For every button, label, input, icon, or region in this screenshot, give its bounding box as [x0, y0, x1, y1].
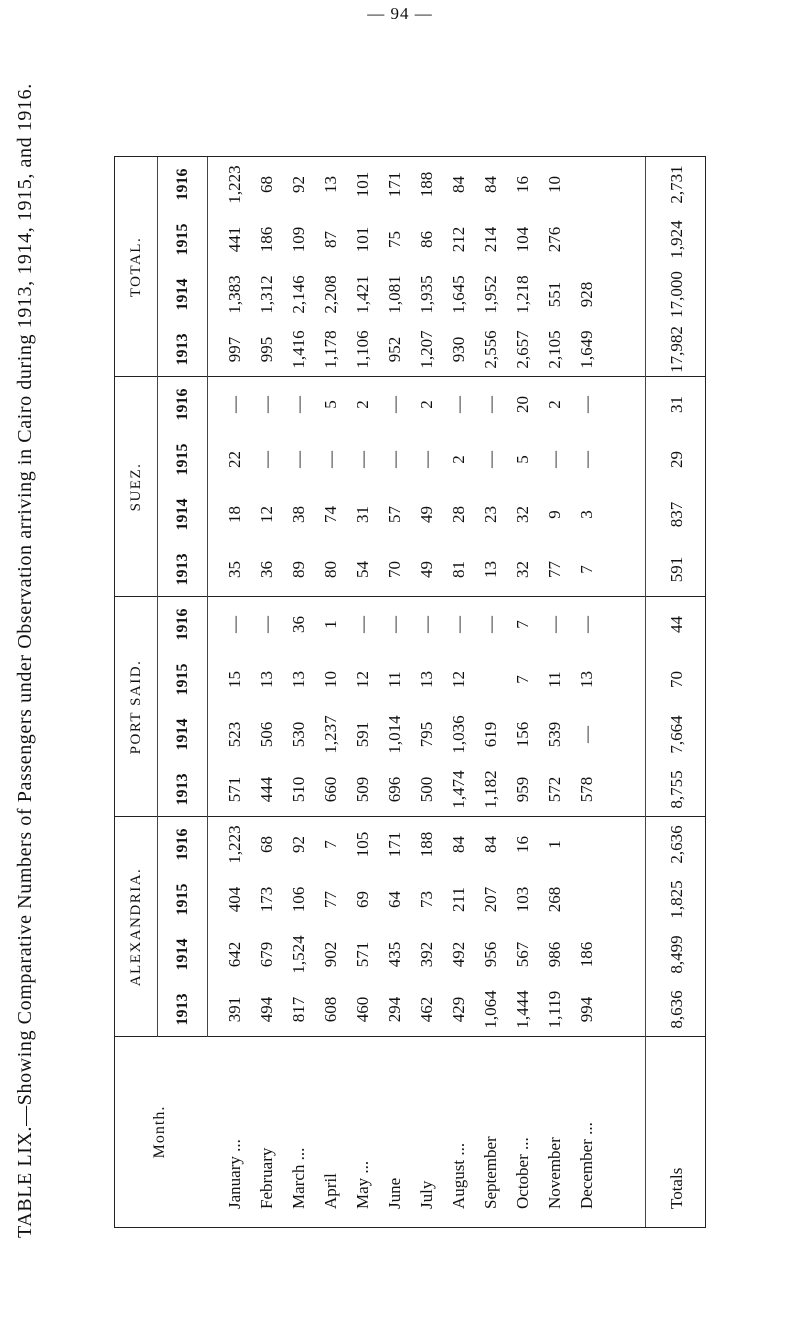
value-cell: 696 [385, 776, 404, 803]
year-header: 1914 [174, 938, 191, 971]
year-rule [207, 157, 208, 1037]
total-cell: 8,755 [667, 770, 686, 809]
value-cell: 15 [225, 671, 244, 688]
value-cell: 36 [289, 616, 308, 633]
value-cell: 35 [225, 561, 244, 578]
value-cell: 3 [577, 510, 596, 519]
value-cell: 80 [321, 561, 340, 578]
value-cell: 188 [417, 831, 436, 858]
value-cell: 12 [449, 671, 468, 688]
value-cell: 1,064 [481, 990, 500, 1029]
value-cell: 619 [481, 721, 500, 748]
value-cell: 608 [321, 996, 340, 1023]
value-cell: 36 [257, 561, 276, 578]
value-cell: 12 [353, 671, 372, 688]
value-cell: 106 [289, 886, 308, 913]
value-cell: 523 [225, 721, 244, 748]
value-cell: 207 [481, 886, 500, 913]
total-cell: 7,664 [667, 715, 686, 754]
value-cell: 1,119 [545, 990, 564, 1029]
total-cell: 44 [667, 616, 686, 633]
total-cell: 1,825 [667, 880, 686, 919]
value-cell: 1,182 [481, 770, 500, 809]
value-cell: 10 [321, 671, 340, 688]
value-cell: — [353, 451, 372, 468]
value-cell: 57 [385, 506, 404, 523]
year-header: 1914 [174, 498, 191, 531]
value-cell: — [449, 616, 468, 633]
value-cell: 404 [225, 886, 244, 913]
total-cell: 31 [667, 396, 686, 413]
value-cell: 1,223 [225, 165, 244, 204]
month-label: December ... [577, 1122, 596, 1209]
year-column [219, 597, 603, 652]
month-label: April [321, 1173, 340, 1209]
value-cell: 13 [257, 671, 276, 688]
total-cell: 591 [667, 556, 686, 583]
value-cell: 1,416 [289, 330, 308, 369]
value-cell: 84 [481, 176, 500, 193]
year-column [219, 157, 603, 212]
year-column [219, 817, 603, 872]
value-cell: 13 [481, 561, 500, 578]
value-cell: 994 [577, 996, 596, 1023]
value-cell: — [481, 616, 500, 633]
value-cell: 567 [513, 941, 532, 968]
value-cell: — [353, 616, 372, 633]
month-label: March ... [289, 1147, 308, 1209]
year-header: 1915 [174, 883, 191, 916]
value-cell: 276 [545, 226, 564, 253]
value-cell: 20 [513, 396, 532, 413]
value-cell: 1,645 [449, 275, 468, 314]
value-cell: 506 [257, 721, 276, 748]
value-cell: 22 [225, 451, 244, 468]
value-cell: — [577, 616, 596, 633]
value-cell: 214 [481, 226, 500, 253]
value-cell: 70 [385, 561, 404, 578]
value-cell: 28 [449, 506, 468, 523]
value-cell: 173 [257, 886, 276, 913]
value-cell: 11 [385, 671, 404, 688]
year-header: 1916 [174, 608, 191, 641]
total-cell: 837 [667, 501, 686, 528]
value-cell: 1,207 [417, 330, 436, 369]
value-cell: 492 [449, 941, 468, 968]
total-cell: 2,731 [667, 165, 686, 204]
value-cell: 69 [353, 891, 372, 908]
value-cell: — [225, 396, 244, 413]
value-cell: 156 [513, 721, 532, 748]
month-label: August ... [449, 1142, 468, 1209]
value-cell: 660 [321, 776, 340, 803]
value-cell: — [545, 616, 564, 633]
value-cell: 38 [289, 506, 308, 523]
value-cell: — [289, 451, 308, 468]
value-cell: 77 [545, 561, 564, 578]
value-cell: 551 [545, 281, 564, 308]
value-cell [571, 817, 603, 872]
value-cell: 2,208 [321, 275, 340, 314]
month-list [219, 1037, 603, 1227]
value-cell: 92 [289, 836, 308, 853]
year-header: 1916 [174, 168, 191, 201]
value-cell: 103 [513, 886, 532, 913]
value-cell: 186 [257, 226, 276, 253]
value-cell: 1,218 [513, 275, 532, 314]
value-cell [571, 872, 603, 927]
total-cell: 1,924 [667, 220, 686, 259]
total-cell: 29 [667, 451, 686, 468]
value-cell: 1,935 [417, 275, 436, 314]
value-cell: 294 [385, 996, 404, 1023]
month-label: October ... [513, 1137, 532, 1209]
value-cell: 2 [417, 400, 436, 409]
value-cell: — [321, 451, 340, 468]
value-cell: 101 [353, 226, 372, 253]
value-cell: 12 [257, 506, 276, 523]
value-cell: 902 [321, 941, 340, 968]
value-cell: 74 [321, 506, 340, 523]
value-cell: 1,014 [385, 715, 404, 754]
value-cell: 500 [417, 776, 436, 803]
value-cell: — [257, 451, 276, 468]
value-cell: 930 [449, 336, 468, 363]
total-cell: 8,636 [667, 990, 686, 1029]
year-column [219, 212, 603, 267]
value-cell: 87 [321, 231, 340, 248]
year-header: 1913 [174, 553, 191, 586]
totals-rule [645, 157, 646, 1227]
value-cell: 391 [225, 996, 244, 1023]
year-header: 1914 [174, 278, 191, 311]
value-cell: 54 [353, 561, 372, 578]
value-cell [571, 157, 603, 212]
value-cell: 171 [385, 171, 404, 198]
value-cell: 77 [321, 891, 340, 908]
value-cell: 23 [481, 506, 500, 523]
value-cell: 7 [577, 565, 596, 574]
value-cell: 92 [289, 176, 308, 193]
header-rule [157, 157, 158, 1037]
value-cell: 591 [353, 721, 372, 748]
value-cell: 444 [257, 776, 276, 803]
value-cell: 64 [385, 891, 404, 908]
value-cell: — [385, 396, 404, 413]
year-header: 1913 [174, 773, 191, 806]
value-cell: 89 [289, 561, 308, 578]
value-cell: 460 [353, 996, 372, 1023]
total-cell: 70 [667, 671, 686, 688]
value-cell: 49 [417, 561, 436, 578]
value-cell: — [225, 616, 244, 633]
value-cell: 81 [449, 561, 468, 578]
value-cell: — [385, 451, 404, 468]
group-header: SUEZ. [127, 462, 144, 512]
value-cell: 75 [385, 231, 404, 248]
value-cell: 462 [417, 996, 436, 1023]
value-cell: 509 [353, 776, 372, 803]
value-cell: 16 [513, 176, 532, 193]
value-cell: 7 [321, 840, 340, 849]
value-cell: 2,556 [481, 330, 500, 369]
value-cell: 68 [257, 836, 276, 853]
value-cell: 18 [225, 506, 244, 523]
value-cell: — [417, 616, 436, 633]
value-cell: 1,524 [289, 935, 308, 974]
group-header: PORT SAID. [127, 659, 144, 755]
value-cell: — [289, 396, 308, 413]
value-cell: 101 [353, 171, 372, 198]
value-cell: 84 [449, 836, 468, 853]
year-header: 1915 [174, 443, 191, 476]
value-cell: 13 [321, 176, 340, 193]
value-cell: — [577, 396, 596, 413]
month-label: June [385, 1177, 404, 1209]
value-cell: 642 [225, 941, 244, 968]
value-cell: 1,312 [257, 275, 276, 314]
value-cell: 795 [417, 721, 436, 748]
value-cell: 1,421 [353, 275, 372, 314]
value-cell: 5 [513, 455, 532, 464]
value-cell: 32 [513, 561, 532, 578]
value-cell: 109 [289, 226, 308, 253]
year-column [219, 432, 603, 487]
value-cell: — [449, 396, 468, 413]
value-cell: 211 [449, 887, 468, 912]
value-cell: 73 [417, 891, 436, 908]
year-header: 1916 [174, 828, 191, 861]
value-cell: 1,444 [513, 990, 532, 1029]
table-title: TABLE LIX.—Showing Comparative Numbers of Passengers under Observation arriving in Cairo during 1913, 1914, 1915, and 1916. [14, 83, 36, 1238]
value-cell: 510 [289, 776, 308, 803]
value-cell: 10 [545, 176, 564, 193]
value-cell: 986 [545, 941, 564, 968]
value-cell: 392 [417, 941, 436, 968]
group-header: TOTAL. [127, 236, 144, 298]
value-cell: 1,178 [321, 330, 340, 369]
value-cell [571, 212, 603, 267]
value-cell: 1,952 [481, 275, 500, 314]
value-cell: 268 [545, 886, 564, 913]
year-column [219, 762, 603, 817]
value-cell: 2 [545, 400, 564, 409]
value-cell: 539 [545, 721, 564, 748]
value-cell: 1 [321, 620, 340, 629]
month-label: February [257, 1147, 276, 1209]
year-column [219, 927, 603, 982]
value-cell: 441 [225, 226, 244, 253]
value-cell: 1,036 [449, 715, 468, 754]
value-cell: 31 [353, 506, 372, 523]
year-header: 1915 [174, 223, 191, 256]
value-cell: 16 [513, 836, 532, 853]
value-cell: 956 [481, 941, 500, 968]
year-column [219, 707, 603, 762]
value-cell: 171 [385, 831, 404, 858]
value-cell: 49 [417, 506, 436, 523]
value-cell: 959 [513, 776, 532, 803]
year-header: 1913 [174, 333, 191, 366]
value-cell: 997 [225, 336, 244, 363]
value-cell: 32 [513, 506, 532, 523]
value-cell: 84 [481, 836, 500, 853]
group-header: ALEXANDRIA. [127, 867, 144, 987]
year-column [219, 377, 603, 432]
value-cell: 435 [385, 941, 404, 968]
value-cell: 952 [385, 336, 404, 363]
value-cell: 494 [257, 996, 276, 1023]
year-column [219, 982, 603, 1037]
value-cell: 7 [513, 675, 532, 684]
value-cell: 9 [545, 510, 564, 519]
year-column [219, 652, 603, 707]
value-cell: 5 [321, 400, 340, 409]
year-column [219, 542, 603, 597]
year-header: 1916 [174, 388, 191, 421]
value-cell: — [545, 451, 564, 468]
value-cell: 11 [545, 671, 564, 688]
value-cell: 1,649 [577, 330, 596, 369]
value-cell: 86 [417, 231, 436, 248]
value-cell: — [257, 616, 276, 633]
year-column [219, 487, 603, 542]
value-cell: 572 [545, 776, 564, 803]
month-label: January ... [225, 1139, 244, 1209]
year-column [219, 872, 603, 927]
value-cell [475, 652, 507, 707]
value-cell: 1,383 [225, 275, 244, 314]
value-cell: 1,474 [449, 770, 468, 809]
value-cell: 2,146 [289, 275, 308, 314]
year-header: 1913 [174, 993, 191, 1026]
value-cell: 2,657 [513, 330, 532, 369]
value-cell: 571 [353, 941, 372, 968]
value-cell: — [417, 451, 436, 468]
total-cell: 2,636 [667, 825, 686, 864]
value-cell: 429 [449, 996, 468, 1023]
value-cell: — [577, 726, 596, 743]
year-header: 1914 [174, 718, 191, 751]
value-cell: 13 [417, 671, 436, 688]
value-cell: 105 [353, 831, 372, 858]
value-cell: 2 [449, 455, 468, 464]
value-cell: 817 [289, 996, 308, 1023]
month-label: September [481, 1136, 500, 1209]
value-cell: — [385, 616, 404, 633]
value-cell: — [257, 396, 276, 413]
value-cell: — [481, 451, 500, 468]
year-column [219, 267, 603, 322]
month-label: November [545, 1137, 564, 1209]
value-cell: 1,223 [225, 825, 244, 864]
value-cell: 104 [513, 226, 532, 253]
month-label: July [417, 1180, 436, 1209]
year-column [219, 322, 603, 377]
value-cell: 578 [577, 776, 596, 803]
value-cell: 1,106 [353, 330, 372, 369]
value-cell: 1 [545, 840, 564, 849]
page-number: — 94 — [367, 4, 433, 23]
value-cell: 571 [225, 776, 244, 803]
value-cell: 186 [577, 941, 596, 968]
value-cell: — [577, 451, 596, 468]
value-cell: 212 [449, 226, 468, 253]
year-header: 1915 [174, 663, 191, 696]
value-cell: 1,237 [321, 715, 340, 754]
month-column [115, 1037, 705, 1227]
value-cell: 13 [577, 671, 596, 688]
value-cell: 7 [513, 620, 532, 629]
value-cell: 1,081 [385, 275, 404, 314]
totals-label: Totals [667, 1167, 686, 1209]
value-cell: 68 [257, 176, 276, 193]
value-cell: 13 [289, 671, 308, 688]
value-cell: 84 [449, 176, 468, 193]
value-cell: — [481, 396, 500, 413]
value-cell: 2,105 [545, 330, 564, 369]
value-cell: 928 [577, 281, 596, 308]
month-label: May ... [353, 1160, 372, 1209]
total-cell: 17,982 [667, 326, 686, 373]
month-header: Month. [151, 1105, 168, 1159]
value-cell: 530 [289, 721, 308, 748]
value-cell: 679 [257, 941, 276, 968]
data-table [114, 156, 706, 1228]
total-cell: 8,499 [667, 935, 686, 974]
value-cell: 995 [257, 336, 276, 363]
total-cell: 17,000 [667, 271, 686, 318]
value-cell: 188 [417, 171, 436, 198]
value-cell: 2 [353, 400, 372, 409]
